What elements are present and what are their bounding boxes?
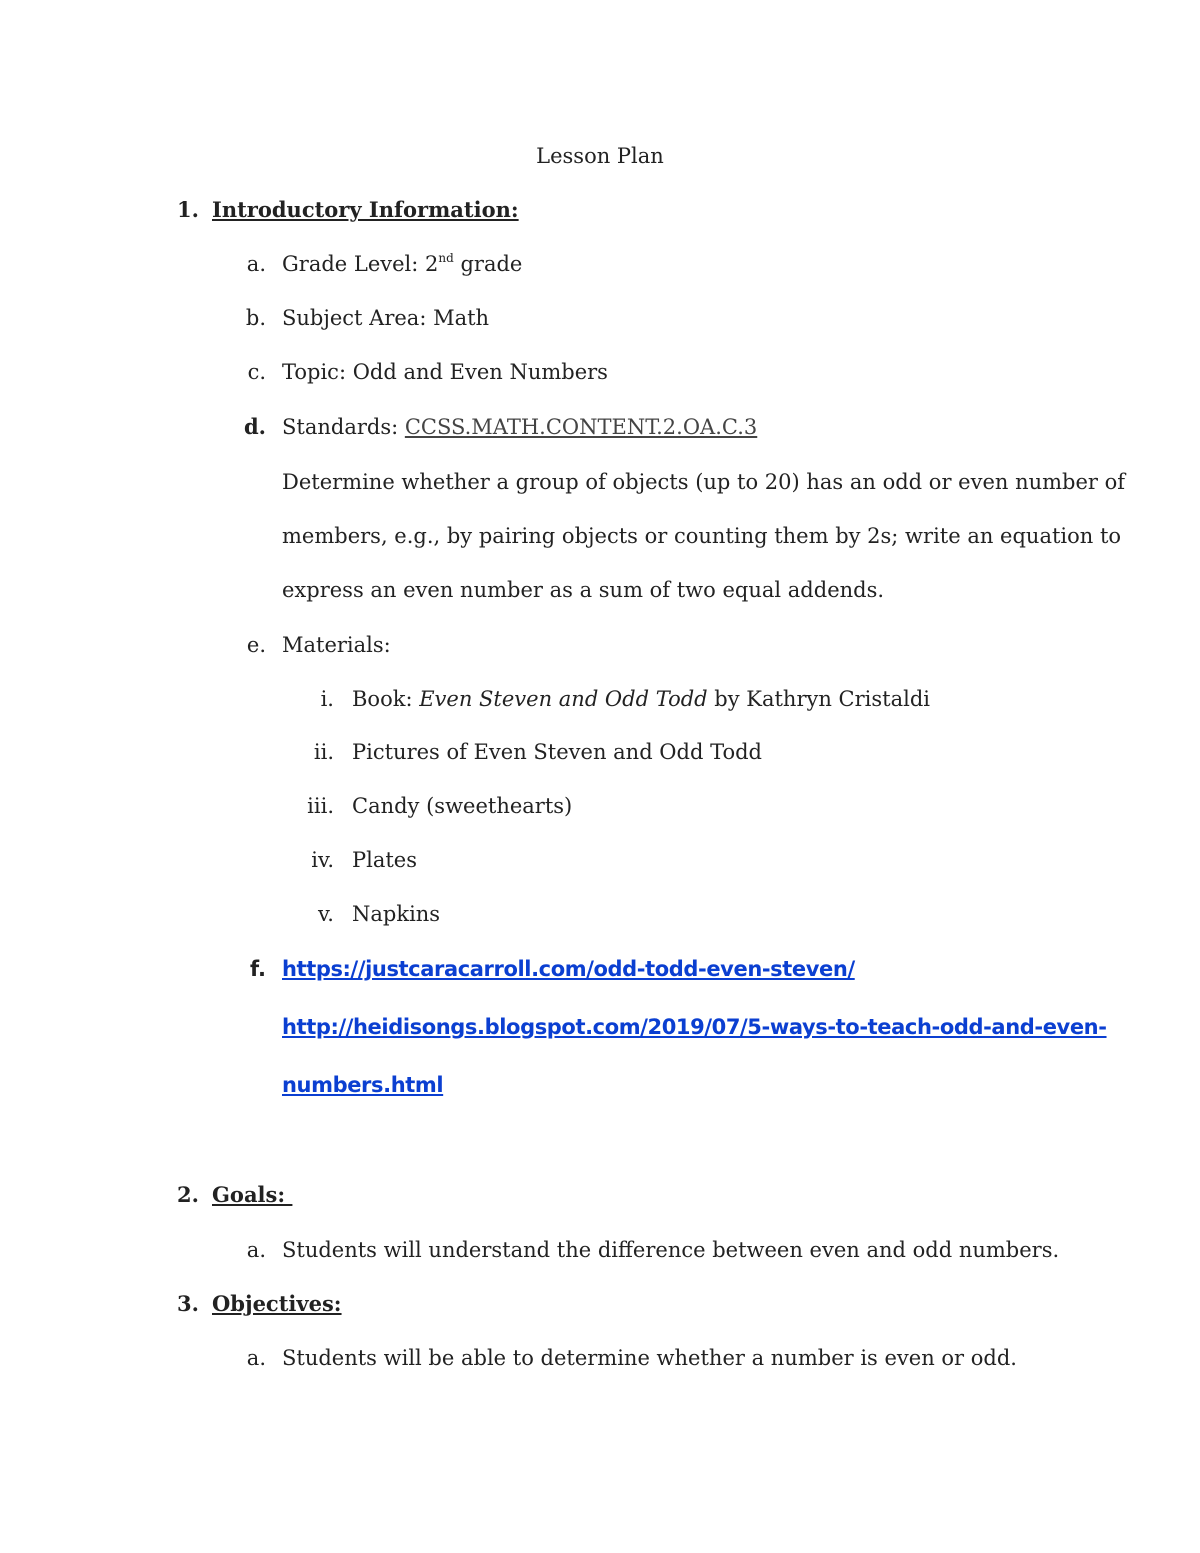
item-c-marker: c. bbox=[247, 360, 266, 384]
grade-level-label: Grade Level: bbox=[282, 252, 426, 276]
item-e-marker: e. bbox=[246, 633, 266, 657]
material-napkins: Napkins bbox=[352, 902, 441, 926]
goal-a-marker: a. bbox=[246, 1238, 266, 1262]
resource-link-2-line-1 bbox=[282, 1013, 1107, 1041]
material-4-marker: iv. bbox=[311, 848, 334, 872]
section-1-number: 1. bbox=[177, 197, 199, 222]
subject-area-item: Subject Area: Math bbox=[282, 306, 490, 330]
grade-level-suffix: nd bbox=[438, 251, 454, 265]
resource-link-1[interactable]: https://justcaracarroll.com/odd-todd-even-steven/ bbox=[282, 957, 855, 981]
materials-label: Materials: bbox=[282, 633, 391, 657]
material-book bbox=[352, 685, 930, 713]
standards-label: Standards: bbox=[282, 415, 405, 439]
material-book-title: Even Steven and Odd Todd bbox=[419, 687, 708, 711]
standards-code-link[interactable]: CCSS.MATH.CONTENT.2.OA.C.3 bbox=[404, 415, 758, 439]
material-book-prefix: Book: bbox=[352, 687, 420, 711]
material-5-marker: v. bbox=[317, 902, 334, 926]
item-b-marker: b. bbox=[245, 306, 266, 330]
section-2-heading: Goals: bbox=[212, 1182, 293, 1207]
item-f-marker: f. bbox=[250, 957, 266, 981]
item-d-marker: d. bbox=[244, 414, 266, 439]
material-pictures: Pictures of Even Steven and Odd Todd bbox=[352, 740, 762, 764]
standards-description-line-2: members, e.g., by pairing objects or counting them by 2s; write an equation to bbox=[282, 524, 1122, 548]
topic-item: Topic: Odd and Even Numbers bbox=[282, 360, 608, 384]
material-book-author: by Kathryn Cristaldi bbox=[707, 687, 930, 711]
section-3-heading: Objectives: bbox=[212, 1291, 342, 1316]
objective-a-marker: a. bbox=[246, 1346, 266, 1370]
standards-description-line-3: express an even number as a sum of two equal addends. bbox=[282, 578, 885, 602]
resource-link-2-part-1[interactable]: http://heidisongs.blogspot.com/2019/07/5-ways-to-teach-odd-and-even- bbox=[282, 1015, 1107, 1039]
section-2-number: 2. bbox=[177, 1182, 199, 1207]
resource-link-2-line-2 bbox=[282, 1071, 443, 1099]
material-1-marker: i. bbox=[320, 687, 334, 711]
standards-item bbox=[282, 413, 757, 441]
objective-a-text: Students will be able to determine whether a number is even or odd. bbox=[282, 1346, 1017, 1370]
item-a-marker: a. bbox=[246, 252, 266, 276]
goal-a-text: Students will understand the difference between even and odd numbers. bbox=[282, 1238, 1060, 1262]
standards-description-line-1: Determine whether a group of objects (up to 20) has an odd or even number of bbox=[282, 470, 1126, 494]
resource-link-1-line bbox=[282, 955, 855, 983]
page-title: Lesson Plan bbox=[536, 144, 664, 168]
grade-level-rest: grade bbox=[453, 252, 523, 276]
material-3-marker: iii. bbox=[307, 794, 334, 818]
resource-link-2-part-2[interactable]: numbers.html bbox=[282, 1073, 444, 1097]
grade-level-item bbox=[282, 250, 522, 278]
section-1-heading: Introductory Information: bbox=[212, 197, 519, 222]
grade-level-number: 2 bbox=[425, 252, 439, 276]
section-3-number: 3. bbox=[177, 1291, 199, 1316]
material-candy: Candy (sweethearts) bbox=[352, 794, 573, 818]
material-plates: Plates bbox=[352, 848, 418, 872]
material-2-marker: ii. bbox=[313, 740, 334, 764]
